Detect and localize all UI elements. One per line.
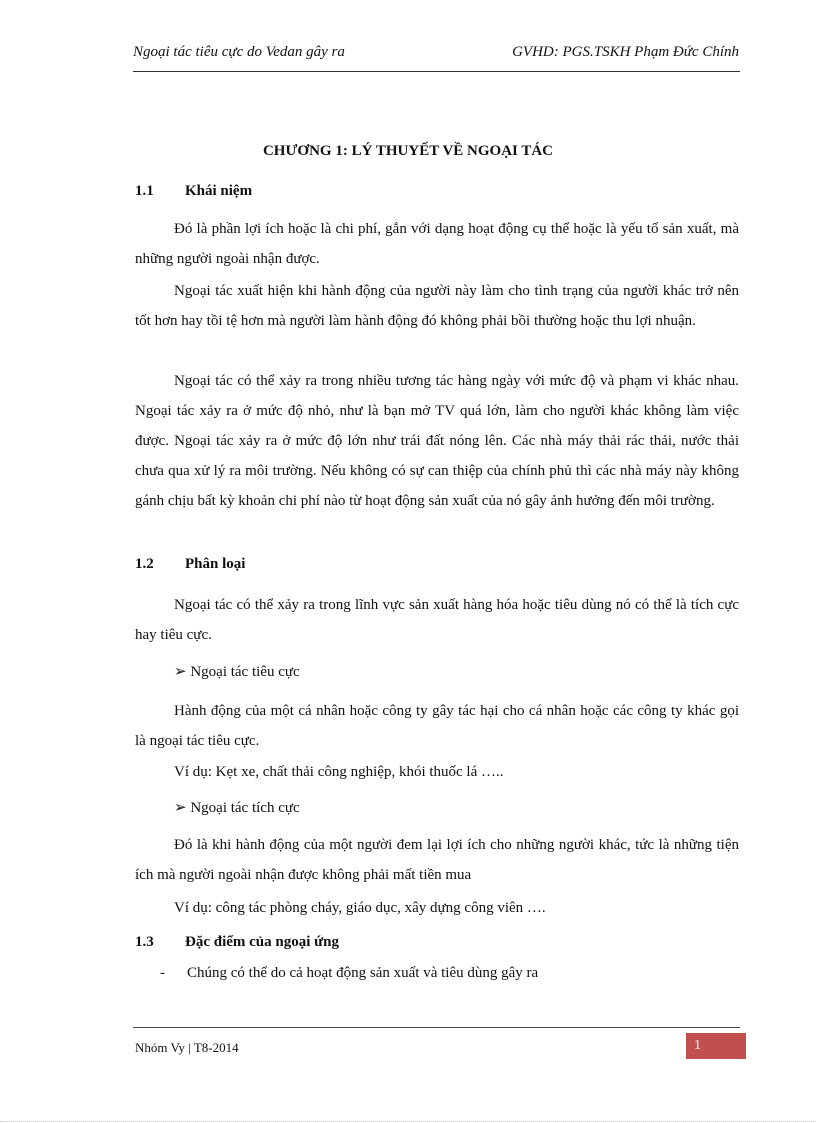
section-title: Phân loại xyxy=(185,556,246,572)
arrow-bullet-icon: ➢ xyxy=(174,664,187,680)
section-heading-1-1 xyxy=(135,183,252,200)
section-heading-1-3 xyxy=(135,934,339,951)
paragraph-classification: Ngoại tác có thể xảy ra trong lĩnh vực sản xuất hàng hóa hoặc tiêu dùng nó có thể là tích cực hay tiêu cực. xyxy=(135,597,739,643)
section-title: Khái niệm xyxy=(185,183,253,199)
section-title: Đặc điểm của ngoại ứng xyxy=(185,934,340,950)
section-number: 1.2 xyxy=(135,556,154,572)
chapter-title: CHƯƠNG 1: LÝ THUYẾT VỀ NGOẠI TÁC xyxy=(262,143,554,159)
paragraph-negative: Hành động của một cá nhân hoặc công ty gây tác hại cho cá nhân hoặc các công ty khác gọi là ngoại tác tiêu cực. xyxy=(135,703,739,749)
section-heading-1-2 xyxy=(135,556,245,573)
bullet-negative xyxy=(174,662,300,681)
page-number-box xyxy=(686,1033,746,1059)
paragraph-positive: Đó là khi hành động của một người đem lại lợi ích cho những người khác, tức là những tiện ích mà người ngoài nhận được không phải mất tiền mua xyxy=(135,837,739,883)
footer-rule xyxy=(133,1027,740,1028)
paragraph-positive-example: Ví dụ: công tác phòng cháy, giáo dục, xây dựng công viên …. xyxy=(174,900,546,916)
bullet-positive xyxy=(174,798,300,817)
paragraph-occurrence: Ngoại tác xuất hiện khi hành động của người này làm cho tình trạng của người khác trở nên tốt hơn hay tồi tệ hơn mà người làm hành động đó không phải bồi thường hoặc thu lợi nhuận. xyxy=(135,283,739,329)
header-title: Ngoại tác tiêu cực do Vedan gây ra xyxy=(133,44,345,60)
paragraph-definition: Đó là phần lợi ích hoặc là chi phí, gắn với dạng hoạt động cụ thể hoặc là yếu tố sản xuất, mà những người ngoài nhận được. xyxy=(135,221,739,267)
paragraph-negative-example: Ví dụ: Kẹt xe, chất thải công nghiệp, khói thuốc lá ….. xyxy=(174,764,504,780)
bullet-label: Ngoại tác tích cực xyxy=(190,800,300,816)
header-advisor: GVHD: PGS.TSKH Phạm Đức Chính xyxy=(512,44,739,60)
page-header xyxy=(133,44,739,68)
arrow-bullet-icon: ➢ xyxy=(174,800,187,816)
dash-marker: - xyxy=(160,965,165,981)
paragraph-examples: Ngoại tác có thể xảy ra trong nhiều tương tác hàng ngày với mức độ và phạm vi khác nhau. Ngoại tác xảy ra ở mức độ nhỏ, như là bạn mở TV quá lớn, làm cho người khác không làm việc được. Ngoại tác xảy ra ở mức độ lớn như trái đất nóng lên. Các nhà máy thải rác thải, nước thải chưa qua xử lý ra môi trường. Nếu không có sự can thiệp của chính phủ thì các nhà máy này không gánh chịu bất kỳ khoản chi phí nào từ hoạt động sản xuất của nó gây ảnh hưởng đến môi trường. xyxy=(135,373,739,509)
page-number: 1 xyxy=(694,1038,701,1053)
dash-list-item xyxy=(160,965,539,982)
bullet-label: Ngoại tác tiêu cực xyxy=(190,664,300,680)
dash-item-text: Chúng có thể do cả hoạt động sản xuất và tiêu dùng gây ra xyxy=(187,965,539,981)
page-bottom-edge xyxy=(0,1121,816,1122)
footer-group-date: Nhóm Vy | T8-2014 xyxy=(135,1040,239,1055)
section-number: 1.3 xyxy=(135,934,154,950)
section-number: 1.1 xyxy=(135,183,154,199)
header-rule xyxy=(133,71,740,72)
